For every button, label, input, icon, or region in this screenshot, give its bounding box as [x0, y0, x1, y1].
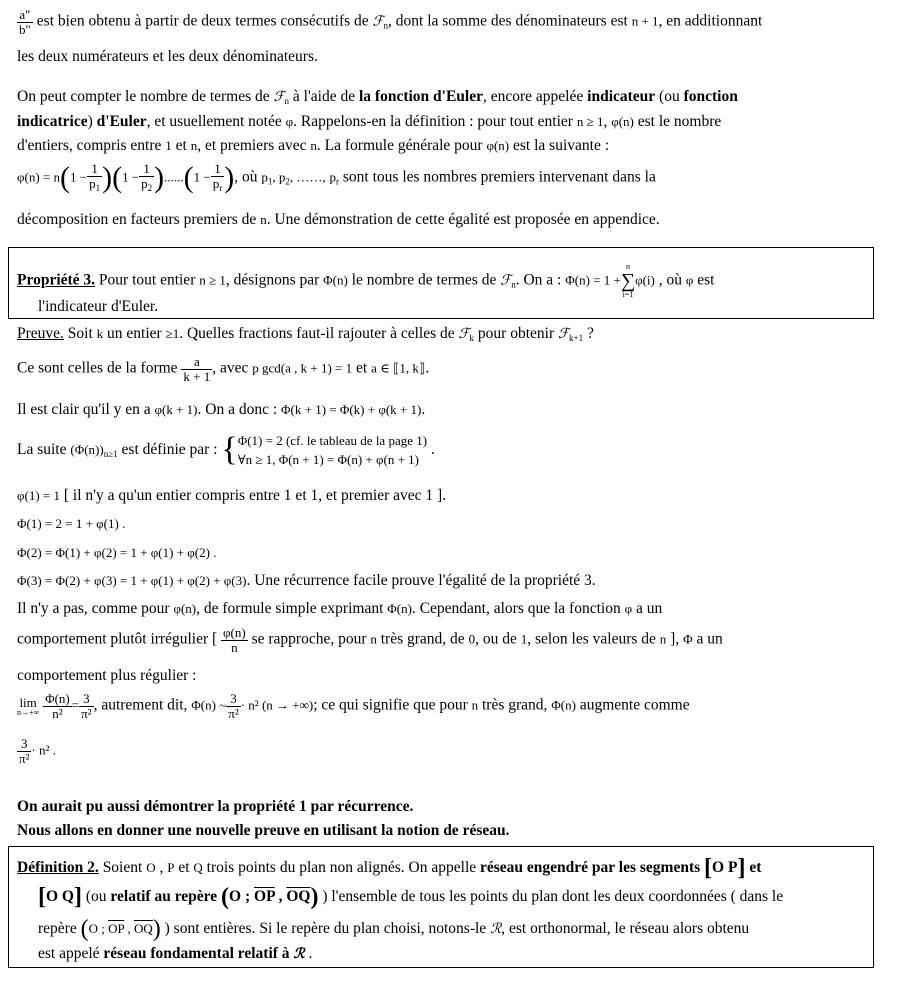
math: φ(i)	[635, 272, 655, 288]
frac-1-pr	[211, 162, 225, 193]
text: .	[304, 945, 313, 962]
math: n	[310, 138, 317, 153]
text: est bien obtenu à partir de deux termes consécutifs de	[32, 12, 373, 30]
text: à l'aide de	[289, 88, 359, 105]
text: un entier	[103, 325, 166, 342]
math: P	[167, 859, 175, 875]
proof-line13	[17, 737, 56, 765]
p2-line5	[17, 211, 660, 230]
den	[211, 177, 225, 193]
sub: r	[219, 183, 223, 194]
text: . Cependant, alors que la fonction	[411, 600, 625, 617]
text: , est orthonormal, le réseau alors obtenu	[501, 919, 750, 937]
proof-line9	[17, 600, 662, 619]
repere-symbol: ℛ	[293, 946, 305, 962]
frac-a-k1	[181, 355, 212, 383]
num: a	[181, 355, 212, 370]
sum-bottom: i=1	[622, 290, 634, 299]
proof-line1	[17, 325, 594, 344]
num: 3	[226, 692, 240, 707]
bold-statement-2: Nous allons en donner une nouvelle preuve en utilisant la notion de réseau.	[17, 822, 510, 839]
math: φ	[285, 114, 294, 129]
num: 1	[139, 162, 154, 177]
den: n²	[52, 705, 63, 721]
math: φ	[624, 601, 633, 616]
math: 1 −	[193, 169, 211, 185]
den	[87, 177, 102, 193]
math: 0	[468, 631, 476, 647]
text: est le nombre	[633, 113, 722, 130]
proof-line6: Φ(1) = 2 = 1 + φ(1) .	[17, 516, 126, 531]
vector-OQ: $\overline{OQ}$	[133, 920, 153, 936]
text: Soit	[63, 325, 97, 342]
text: , autrement dit,	[93, 696, 192, 714]
math: n ≥ 1	[576, 114, 604, 129]
math: Φ(n)	[387, 601, 412, 616]
text: ,	[603, 113, 612, 130]
text: et	[171, 137, 191, 154]
math: Φ(n)	[323, 272, 348, 288]
text: ?	[583, 325, 594, 342]
vector-OP: $\overline{OP}$	[108, 920, 125, 936]
text: , désignons par	[225, 271, 324, 289]
math: n	[370, 631, 377, 647]
frac-num: a″	[17, 8, 33, 23]
num: 1	[87, 162, 102, 177]
def2-line2: [O Q] (ou relatif au repère (O ; $\overline{OP}$ , $\overline{OQ}$) ) l'ensemble de tous les points du plan dont les deux coordonnées ( dans le	[38, 884, 784, 910]
proof-line10	[17, 626, 723, 654]
math: Φ(n) = 1 +	[565, 272, 621, 288]
proof-line2	[17, 355, 429, 383]
den	[139, 177, 154, 193]
segment-OP: O P	[712, 858, 738, 876]
num: 3	[79, 692, 93, 707]
frac-den: b″	[19, 21, 31, 37]
text: , encore appelée	[483, 88, 588, 105]
frac-3-pi2	[226, 692, 240, 720]
farey-symbol: ℱ	[273, 89, 285, 105]
text: sont tous les nombres premiers intervenant dans la	[339, 168, 656, 186]
text: trois points du plan non alignés. On appelle	[202, 858, 481, 876]
vector-OQ: $\overline{OQ}$	[286, 887, 311, 905]
math: (Φ(n))	[70, 441, 104, 457]
text: La suite	[17, 440, 71, 458]
bold-text: réseau engendré par les segments	[480, 858, 705, 876]
text: décomposition en facteurs premiers de	[17, 211, 261, 228]
text: , où	[234, 168, 262, 186]
text: (ou	[655, 88, 684, 105]
text: est appelé	[38, 945, 104, 962]
sep: ,	[124, 920, 134, 936]
math: φ(1) = 1	[17, 488, 60, 503]
sum-top: n	[625, 262, 630, 271]
text: )	[87, 113, 97, 130]
farey-symbol: ℱ	[558, 326, 570, 342]
fraction-a-b	[17, 8, 33, 36]
text: , et usuellement notée	[146, 113, 286, 130]
text: , ou de	[475, 630, 521, 648]
text: .	[427, 440, 435, 458]
text: Il est clair qu'il y en a	[17, 401, 155, 418]
repere-symbol: ℛ	[490, 920, 502, 937]
text: se rapproche, pour	[247, 630, 371, 648]
math: n	[260, 212, 267, 227]
text: , où	[654, 271, 686, 289]
bold-text: indicateur	[587, 88, 656, 105]
text: ) sont entières. Si le repère du plan choisi, notons-le	[160, 919, 491, 937]
p2-line3	[17, 137, 609, 156]
text: . On a :	[515, 271, 566, 289]
frac-phin-n	[221, 626, 248, 654]
system-line2: ∀n ≥ 1, Φ(n + 1) = Φ(n) + φ(n + 1)	[237, 452, 420, 468]
vector-OP: $\overline{OP}$	[254, 887, 275, 905]
sub: n	[383, 20, 389, 31]
text: Ce sont celles de la forme	[17, 359, 182, 377]
den: π²	[81, 705, 92, 721]
sep: ,	[274, 887, 287, 905]
text: est	[693, 271, 715, 289]
text: le nombre de termes de	[347, 271, 501, 289]
summation	[621, 263, 635, 299]
math: n	[471, 697, 479, 713]
math: Φ(3) = Φ(2) + φ(3) = 1 + φ(1) + φ(2) + φ(3)	[17, 573, 247, 588]
math: p	[278, 169, 286, 185]
bold-text: relatif au repère	[110, 887, 222, 905]
math: · n² (n → +∞)	[240, 697, 314, 713]
text: ],	[666, 630, 684, 648]
p: p	[89, 176, 96, 192]
text: augmente comme	[575, 696, 690, 714]
num: 1	[211, 162, 225, 177]
definition-title: Définition 2.	[17, 858, 99, 876]
text: comportement plutôt irrégulier [	[17, 630, 222, 648]
text: [ il n'y a qu'un entier compris entre 1 et 1, et premier avec 1 ].	[60, 487, 447, 504]
sep: ,	[272, 169, 279, 185]
dots: ......	[164, 169, 184, 185]
text: (ou	[82, 887, 111, 905]
math: Φ(n) ~	[191, 697, 227, 713]
num: Φ(n)	[45, 691, 70, 706]
sep: ,	[289, 169, 297, 185]
farey-symbol: ℱ	[372, 13, 384, 30]
bold-text: et	[745, 858, 762, 876]
dots: ……,	[296, 169, 326, 185]
den: π²	[228, 705, 239, 721]
proof-line12	[17, 692, 690, 720]
math: n ≥ 1	[199, 272, 226, 288]
system-line1: Φ(1) = 2 (cf. le tableau de la page 1)	[237, 432, 428, 448]
sub: 2	[147, 183, 153, 194]
math: φ(n)	[486, 138, 510, 153]
sub: k+1	[569, 333, 584, 343]
proof-line3	[17, 401, 425, 420]
text: d'entiers, compris entre	[17, 137, 166, 154]
bold-text: fonction	[683, 88, 738, 105]
proof-line7: Φ(2) = Φ(1) + φ(2) = 1 + φ(1) + φ(2) .	[17, 545, 217, 560]
property-title: Propriété 3.	[17, 271, 96, 289]
math: Φ	[683, 631, 693, 647]
math: Φ(k + 1) = Φ(k) + φ(k + 1)	[281, 402, 422, 417]
text: . Une récurrence facile prouve l'égalité de la propriété 3.	[246, 572, 596, 589]
text: . Une démonstration de cette égalité est proposée en appendice.	[266, 211, 660, 228]
text: repère	[38, 919, 81, 937]
math: φ(k + 1)	[154, 402, 198, 417]
p1-line2: les deux numérateurs et les deux dénominateurs.	[17, 48, 318, 65]
math: k	[96, 326, 104, 341]
sub: n	[511, 279, 516, 290]
prop3-line2: l'indicateur d'Euler.	[38, 298, 159, 315]
math: 1	[165, 138, 172, 153]
text: Pour tout entier	[95, 271, 200, 289]
bold-text: la fonction d'Euler	[358, 88, 483, 105]
limit	[17, 696, 39, 717]
text: .	[425, 359, 430, 377]
proof-line4: La suite $(\Phi(n))_{n\ge 1}$ est définie par : { Φ(1) = 2 (cf. le tableau de la page 1) ∀n ≥ 1, Φ(n + 1) = Φ(n) + φ(n + 1) .	[17, 431, 435, 468]
text: et	[174, 858, 194, 876]
frac-3-pi2	[17, 737, 31, 765]
sub: 1	[95, 183, 101, 194]
p2-line2	[17, 113, 721, 132]
frac-1-p2	[139, 162, 154, 193]
p: p	[212, 176, 220, 192]
math: φ(n)	[173, 601, 197, 616]
math: φ(n) = n	[17, 169, 60, 185]
text: est la suivante :	[509, 137, 610, 154]
text: . On a donc :	[197, 401, 282, 418]
text: ; ce qui signifie que pour	[313, 696, 472, 714]
sub: 2	[285, 176, 290, 187]
sub: 1	[267, 176, 273, 187]
bold-text: réseau fondamental relatif à	[103, 945, 294, 962]
text: , dont la somme des dénominateurs est	[388, 12, 632, 30]
math: φ	[685, 272, 694, 288]
segment-OQ: O Q	[46, 887, 74, 905]
math: p	[329, 169, 337, 185]
p2-line1	[17, 88, 738, 107]
math: 1	[520, 631, 528, 647]
p: p	[141, 176, 148, 192]
sep: ,	[155, 858, 168, 876]
prop3-line1	[17, 263, 714, 299]
math: 1 −	[122, 169, 140, 185]
sub: n≥1	[103, 448, 118, 459]
repere-origin: O ;	[229, 887, 255, 905]
sub: k	[469, 333, 475, 343]
proof-line11: comportement plus régulier :	[17, 667, 197, 684]
math: n + 1	[631, 13, 659, 29]
system	[238, 431, 427, 470]
text: ) l'ensemble de tous les points du plan dont les deux coordonnées ( dans le	[318, 887, 784, 905]
sub: r	[336, 176, 340, 187]
text: a un	[692, 630, 723, 648]
math: =	[71, 697, 80, 713]
math: Φ(n)	[551, 697, 576, 713]
text: , de formule simple exprimant	[196, 600, 388, 617]
text: .	[421, 401, 426, 418]
text: , et premiers avec	[197, 137, 311, 154]
math: φ(n)	[611, 114, 634, 129]
text: pour obtenir	[474, 325, 558, 342]
bold-text: d'Euler	[96, 113, 147, 130]
text: , avec	[212, 359, 253, 377]
math: ≥1	[165, 326, 180, 341]
proof-line8	[17, 572, 596, 591]
text: On peut compter le nombre de termes de	[17, 88, 274, 105]
sum-symbol: ∑	[620, 270, 636, 292]
math: Q	[193, 859, 203, 875]
den: π²	[19, 750, 30, 766]
frac-Phin-n2	[43, 692, 72, 720]
den: k + 1	[183, 368, 211, 384]
def2-line1: Définition 2. Soient O , P et Q trois points du plan non alignés. On appelle réseau engendré par les segments [O P] et	[17, 855, 762, 881]
math: n	[659, 631, 667, 647]
p1-line1	[17, 8, 762, 36]
lim-sub: n→+∞	[17, 707, 40, 717]
proof-title: Preuve.	[17, 325, 64, 342]
bold-text: indicatrice	[17, 113, 88, 130]
sub: n	[284, 96, 290, 106]
frac-3-pi2	[79, 692, 93, 720]
text: , en additionnant	[658, 12, 763, 30]
math: p gcd(a , k + 1) = 1	[252, 360, 353, 376]
math: 1 −	[70, 169, 88, 185]
repere-origin: O ;	[88, 920, 109, 936]
text: . La formule générale pour	[316, 137, 487, 154]
num: φ(n)	[223, 625, 246, 640]
farey-symbol: ℱ	[458, 326, 470, 342]
den: n	[231, 639, 238, 655]
bold-statement-1: On aurait pu aussi démontrer la propriété 1 par récurrence.	[17, 798, 414, 815]
math: p	[261, 169, 268, 185]
math: a ∈ ⟦1, k⟧	[371, 360, 426, 376]
text: et	[352, 359, 372, 377]
proof-line5	[17, 487, 446, 506]
frac-1-p1	[87, 162, 102, 193]
text: Il n'y a pas, comme pour	[17, 600, 174, 617]
lim: lim	[19, 694, 37, 710]
def2-line4	[38, 945, 312, 964]
euler-formula-line: φ(n) = n(1 − $\frac{1}{p_1}$ )(1 − $\frac{1}{p_2}$ )......(1 − $\frac{1}{p_r}$ ), où $p_1$, $p_2$, ……, $p_r$ sont tous les nombres premiers intervenant dans la	[17, 161, 656, 194]
math: n	[190, 138, 198, 153]
text: . Rappelons-en la définition : pour tout entier	[293, 113, 577, 130]
num: 3	[17, 737, 31, 752]
text: très grand, de	[376, 630, 469, 648]
farey-symbol: ℱ	[500, 272, 512, 289]
text: est définie par :	[117, 440, 222, 458]
math: · n² .	[31, 742, 56, 758]
text: Soient	[98, 858, 147, 876]
text: . Quelles fractions faut-il rajouter à celles de	[179, 325, 459, 342]
math: O	[146, 859, 156, 875]
text: a un	[632, 600, 663, 617]
def2-line3: repère (O ; $\overline{OP}$ , $\overline{OQ}$) ) sont entières. Si le repère du plan choisi, notons-le ℛ, est orthonormal, le réseau alors obtenu	[38, 916, 750, 942]
text: , selon les valeurs de	[527, 630, 660, 648]
text: très grand,	[478, 696, 552, 714]
